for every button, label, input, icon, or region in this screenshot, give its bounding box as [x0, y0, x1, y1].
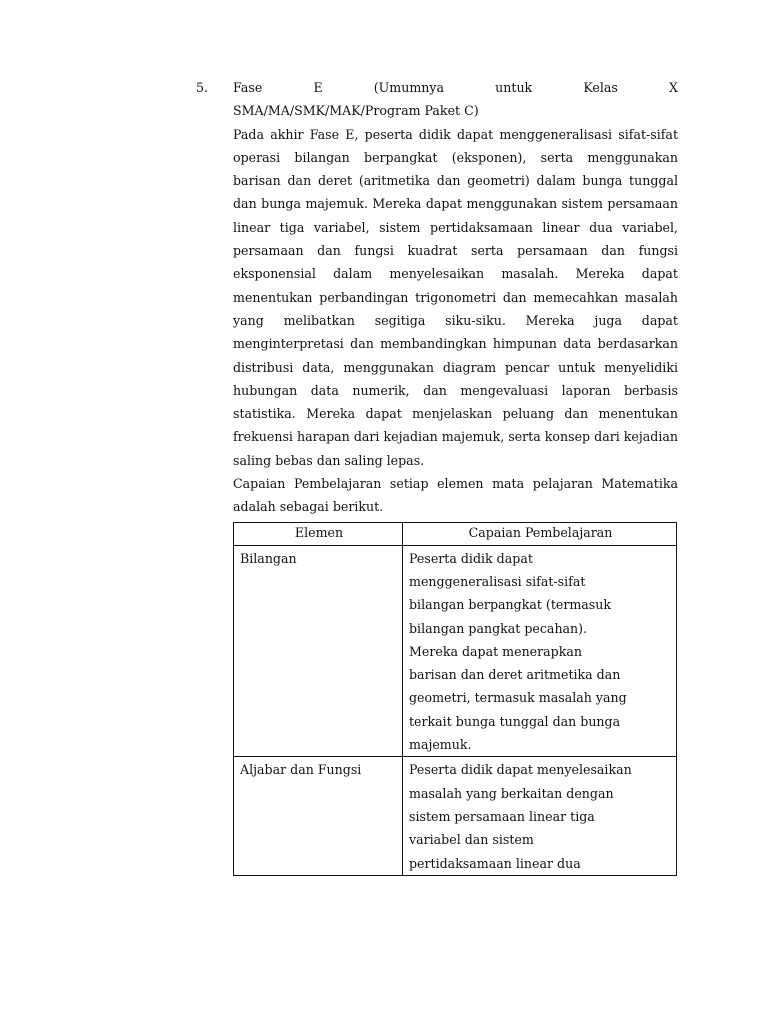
table-row — [234, 757, 677, 875]
table-header-row — [234, 522, 677, 545]
column-header-outcome: Capaian Pembelajaran — [403, 522, 677, 545]
heading-word: Fase — [233, 80, 263, 95]
heading-word: untuk — [495, 80, 533, 95]
outcome-cell — [403, 545, 677, 757]
outcome-text: Peserta didik dapat menggeneralisasi sifat-sifat bilangan berpangkat (termasuk bilangan pangkat pecahan). Mereka dapat menerapkan barisan dan deret aritmetika dan geometri, termasuk masalah yang terkait bunga tunggal dan bunga majemuk. — [409, 550, 627, 753]
description-paragraph: Pada akhir Fase E, peserta didik dapat menggeneralisasi sifat-sifat operasi bilangan berpangkat (eksponen), serta menggunakan barisan dan deret (aritmetika dan geometri) dalam bunga tunggal dan bunga majemuk. Mereka dapat menggunakan sistem persamaan linear tiga variabel, sistem pertidaksamaan linear dua variabel, persamaan dan fungsi kuadrat serta persamaan dan fungsi eksponensial dalam menyelesaikan masalah. Mereka dapat menentukan perbandingan trigonometri dan memecahkan masalah yang melibatkan segitiga siku-siku. Mereka juga dapat menginterpretasi dan membandingkan himpunan data berdasarkan distribusi data, menggunakan diagram pencar untuk menyelidiki hubungan data numerik, dan mengevaluasi laporan berbasis statistika. Mereka dapat menjelaskan peluang dan menentukan frekuensi harapan dari kejadian majemuk, serta konsep dari kejadian saling bebas dan saling lepas. — [233, 126, 678, 468]
column-header-element: Elemen — [234, 522, 403, 545]
heading-word: X — [668, 80, 678, 95]
heading-word: Kelas — [583, 80, 618, 95]
section-heading — [233, 76, 678, 99]
heading-line-2: SMA/MA/SMK/MAK/Program Paket C) — [233, 103, 479, 119]
intro-paragraph: Capaian Pembelajaran setiap elemen mata pelajaran Matematika adalah sebagai berikut. — [233, 476, 678, 515]
element-cell — [234, 545, 403, 757]
element-cell — [234, 757, 403, 875]
outcome-cell — [403, 757, 677, 875]
section-number: 5. — [196, 80, 209, 95]
element-name: Bilangan — [240, 550, 297, 566]
heading-word: (Umumnya — [373, 80, 445, 95]
element-name: Aljabar dan Fungsi — [240, 762, 362, 778]
table-row — [234, 545, 677, 757]
outcome-text: Peserta didik dapat menyelesaikan masalah yang berkaitan dengan sistem persamaan linear tiga variabel dan sistem pertidaksamaan linear dua — [409, 762, 632, 871]
heading-word: E — [313, 80, 323, 95]
learning-outcomes-table — [233, 522, 677, 876]
section-content — [233, 76, 678, 876]
